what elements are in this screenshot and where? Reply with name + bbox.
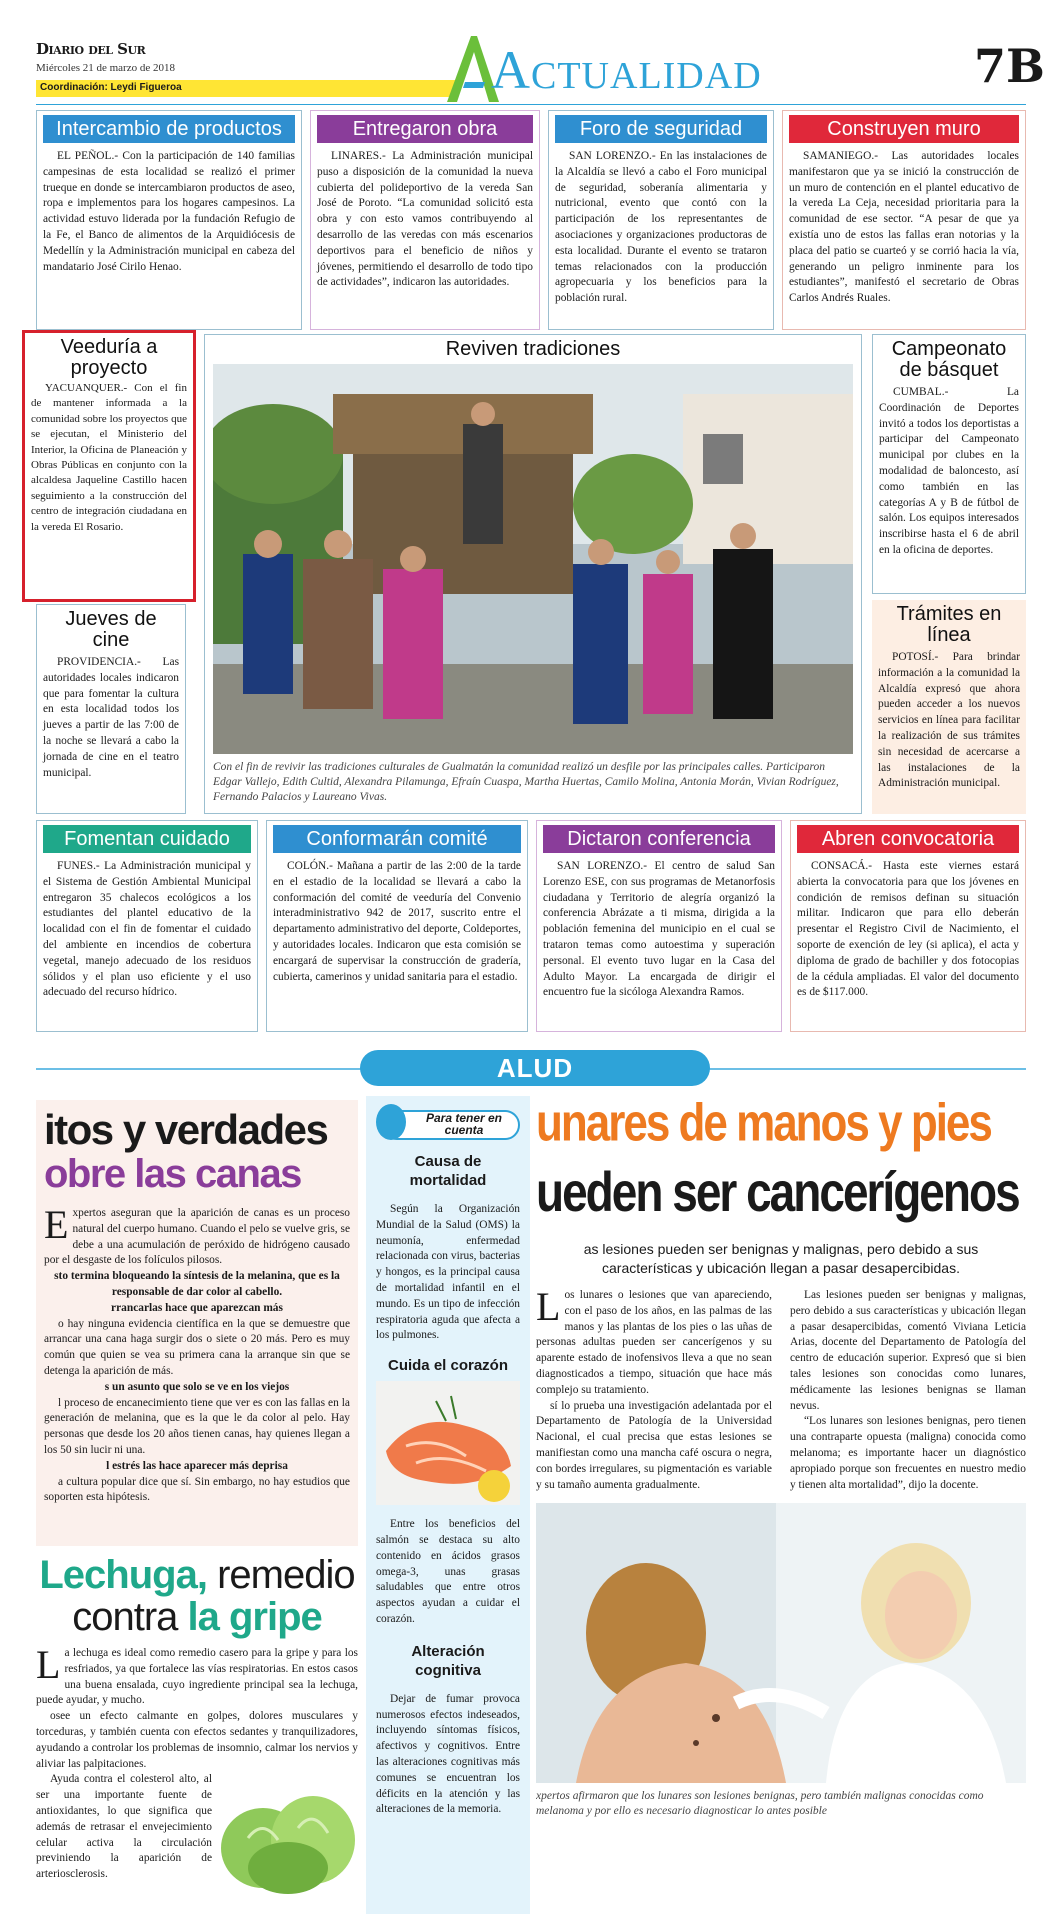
article-title: Entregaron obra — [317, 115, 533, 143]
article-campeonato — [872, 334, 1026, 594]
lechuga-title-green: la gripe — [187, 1595, 322, 1639]
mitos-paragraph: a cultura popular dice que sí. Sin embargo, no hay estudios que soporten esta hipótesis. — [44, 1475, 350, 1504]
article-intercambio — [36, 110, 302, 330]
article-body: FUNES.- La Administración municipal y el Sistema de Gestión Ambiental Municipal entregaron 35 chalecos ecológicos a los estudiantes del plantel educativo de la localidad con el fin de fomentar el cuidado del ambiente en incendios de cobertura vegetal, manejo adecuado de los residuos sólidos y el plan uso eficiente y el uso adecuado del recurso hídrico. — [43, 860, 251, 999]
article-abren — [790, 820, 1026, 1032]
lunares-lead: as lesiones pueden ser benignas y malignas, pero debido a sus características y ubicación llegan a pasar desapercibidas. — [583, 1241, 979, 1276]
article-body: SAN LORENZO.- El centro de salud San Lorenzo ESE, con sus programas de Metanorfosis ciudadana y Territorio de alegría organizó la conferencia Abrázate a ti misma, dirigida a la población femenina del municipio en el cual se trataron temas como autoestima y superación personal. El evento tuvo lugar en la Casa del Adulto Mayor. La encargada de dirigir el encuentro fue la sicóloga Alexandra Ramos. — [543, 860, 775, 999]
lunares-intro-text: os lunares o lesiones que van apareciendo, con el paso de los años, en las palmas de las manos y las plantas de los pies o las uñas de personas adultas pueden ser cancerígenos y su aparente estado de inofensivos lleva a que no sean diagnosticados a tiempo, situación que hace más complejo su tratamiento. — [536, 1289, 772, 1396]
sidebar-paragraph: Dejar de fumar provoca numerosos efectos indeseados, incluyendo síntomas físicos, afectivos y cognitivos. Entre las alteraciones cognitivas más comunes se encuentran los déficits en la atención y las alteraciones de la memoria. — [376, 1692, 520, 1816]
article-title: Intercambio de productos — [43, 115, 295, 143]
salud-banner: ALUD — [360, 1050, 710, 1086]
mitos-subhead: l estrés las hace aparecer más deprisa — [106, 1459, 288, 1472]
article-dictaron — [536, 820, 782, 1032]
lunares-title-line2: ueden ser cancerígenos — [536, 1160, 1019, 1223]
article-entregaron — [310, 110, 540, 330]
mitos-subhead: rrancarlas hace que aparezcan más — [111, 1301, 283, 1314]
article-title: Dictaron conferencia — [543, 825, 775, 853]
masthead-rule — [36, 104, 1026, 105]
badge-text: Para tener en cuenta — [425, 1111, 503, 1137]
article-jueves — [36, 604, 186, 814]
lunares-column-1 — [536, 1284, 772, 1493]
article-body: CONSACÁ.- Hasta este viernes estará abierta la convocatoria para que los jóvenes en condición de remisos definan su situación militar. Indicaron que para ello deberán presentar el Registro Civil de Nacimiento, el soporte de exención de ley (si aplica), el acta y diploma de grado de bachiller y dos fotocopias de la cédula ampliadas. El valor del documento es de $117.000. — [797, 860, 1019, 999]
photo-caption: Con el fin de revivir las tradiciones culturales de Gualmatán la comunidad realizó un desfile por las principales calles. Participaron Edgar Vallejo, Edith Cultid, Alexandra Pilamunga, Efraín Cuaspa, Martha Huertas, Camilo Molina, Antonia Morán, Vivian Rodríguez, Fernando Palacios y Laureano Vivas. — [213, 761, 839, 803]
balloon-icon — [376, 1104, 406, 1140]
lettuce-photo — [218, 1778, 358, 1896]
mitos-title-line2: obre las canas — [44, 1152, 301, 1196]
mitos-intro — [44, 1202, 350, 1269]
lunares-columns — [536, 1284, 1026, 1493]
article-fomentan — [36, 820, 258, 1032]
lechuga-intro-text: a lechuga es ideal como remedio casero para la gripe y para los resfriados, ya que fortalece las vías respiratorias. En estos casos una buena ensalada, cuyo ingrediente principal sea la lechuga, puede ayudar, y mucho. — [36, 1647, 358, 1707]
article-body: COLÓN.- Mañana a partir de las 2:00 de la tarde en el estadio de la localidad se llevará a cabo la conformación del comité de veeduría del Convenio interadministrativo 942 de 2017, suscrito entre el departamento administrativo del deporte, Coldeportes, y autoridades locales. Indicaron que esta comisión se encargará de supervisar la construcción de gradería, cubierta, camerinos y unidad sanitaria para el estadio. — [273, 860, 521, 983]
article-lechuga — [36, 1554, 358, 1914]
article-body: EL PEÑOL.- Con la participación de 140 familias campesinas de esta localidad se realizó el primer trueque en donde se intercambiaron productos de aseo, ropa e implementos para los hogares campesinos. La actividad estuvo liderada por la fundación Refugio de la Fe, el Banco de alimentos de la Arquidiócesis de Medellín y la Administración municipal en cabeza del mandatario José Cirilo Henao. — [43, 150, 295, 273]
article-title: Campeonato de básquet — [891, 338, 1007, 381]
lechuga-intro — [36, 1642, 358, 1709]
lunares-title-line1: unares de manos y pies — [536, 1093, 991, 1153]
lunares-intro — [536, 1284, 772, 1399]
drop-cap: L — [536, 1284, 561, 1329]
sidebar-para-tener — [366, 1096, 530, 1914]
sidebar-paragraph: Entre los beneficios del salmón se destaca su alto contenido en ácidos grasos omega-3, unas grasas saludables que entre otros aspectos ayudan a cuidar el corazón. — [376, 1518, 520, 1625]
mitos-subhead: sto termina bloqueando la síntesis de la melanina, que es la responsable de dar color al cabello. — [54, 1270, 340, 1298]
article-tramites — [872, 600, 1026, 814]
section-title: Actualidad — [491, 40, 762, 100]
article-title: Veeduría a proyecto — [60, 336, 158, 379]
article-body: SAN LORENZO.- En las instalaciones de la Alcaldía se llevó a cabo el Foro municipal de seguridad, soberanía alimentaria y nutricional, evento que contó con la participación de los representantes de asociaciones y organizaciones productoras de esta localidad. Durante el evento se trataron temas relacionados con la producción agropecuaria y los beneficios para la población rural. — [555, 150, 767, 305]
badge — [376, 1104, 520, 1144]
article-title: Reviven tradiciones — [445, 338, 621, 360]
doctor-photo — [536, 1503, 1026, 1783]
lechuga-title-line1 — [36, 1554, 358, 1596]
salmon-photo — [376, 1381, 520, 1505]
article-title: Conformarán comité — [273, 825, 521, 853]
parade-photo — [213, 364, 853, 754]
article-conformaran — [266, 820, 528, 1032]
drop-cap: E — [44, 1202, 69, 1247]
drop-cap: L — [36, 1642, 61, 1687]
masthead — [36, 36, 1045, 106]
article-body: SAMANIEGO.- Las autoridades locales manifestaron que ya se inició la construcción de un muro de contención en el plantel educativo de la vereda La Ceja, necesidad prioritaria para la comunidad de ese sector. “A pesar de que ya existía uno de estos las fallas eran notorias y la placa del patio se cuarteó y se corrió hacia la vía, generando un peligro inminente para los estudiantes”, manifestó el secretario de Obras Carlos Andrés Ruales. — [789, 150, 1019, 305]
article-title: Jueves de cine — [65, 608, 157, 651]
lechuga-paragraph-3-text: Ayuda contra el colesterol alto, al ser una importante fuente de antioxidantes, lo que significa que además de retrasar el envejecimiento celular activa la circulación previniendo la aparición de arteriosclerosis. — [36, 1773, 212, 1881]
article-body: PROVIDENCIA.- Las autoridades locales indicaron que para fomentar la cultura en esta localidad todos los jueves a partir de las 7:00 de la noche se llevará a cabo la jornada de cine en el teatro municipal. — [43, 656, 179, 779]
mitos-title-line1: itos y verdades — [44, 1106, 328, 1153]
paper-name: Diario del Sur — [36, 40, 146, 58]
article-veeduria — [22, 330, 196, 602]
article-reviven — [204, 334, 862, 814]
lechuga-paragraph-3 — [36, 1772, 358, 1883]
lunares-column-2 — [790, 1288, 1026, 1493]
mitos-paragraph: l proceso de encanecimiento tiene que ver es con las fallas en la generación de melanina, que es la que le da color al pelo. Hay personas que desde los 20 años tienen canas, hay quienes llegan a los 50 sin lucir ni una. — [44, 1396, 350, 1456]
lechuga-title-line2 — [36, 1596, 358, 1638]
sidebar-paragraph: Según la Organización Mundial de la Salud (OMS) la neumonía, enfermedad relacionada con virus, bacterias y hongos, es la principal causa de mortalidad infantil en el mundo. Es un tipo de infección respiratoria aguda que afecta a los pulmones. — [376, 1203, 520, 1342]
article-body: POTOSÍ.- Para brindar información a la comunidad la Alcaldía expresó que ahora pueden acceder a los nuevos servicios en línea para facilitar la realización de sus trámites sin necesidad de acercarse a las instalaciones de la Administración municipal. — [878, 651, 1020, 790]
article-lunares — [536, 1090, 1026, 1920]
page-number: 7B — [974, 39, 1045, 93]
lechuga-title-black: remedio — [217, 1554, 355, 1597]
sidebar-heading: Causa de mortalidad — [409, 1153, 487, 1189]
article-title: Trámites en línea — [896, 603, 1002, 646]
article-body: YACUANQUER.- Con el fin de mantener informada a la comunidad sobre los proyectos que se ejecutan, el Ministerio del Interior, la Oficina de Planeación y Obras Públicas en conjunto con la alcaldesa Jaqueline Castillo hacen seguimiento a la construcción del centro de integración ciudadana en la vereda El Rosario. — [31, 382, 187, 533]
lunares-paragraph: Las lesiones pueden ser benignas y malignas, pero debido a sus características y ubicación llegan a pasar desapercibidas, comentó Viviana Leticia Arias, docente del Departamento de Patología del centro de educación superior. Expresó que si bien tales lesiones son conocidas como lunares, médicamente las lesiones benignas se llaman nevus. — [790, 1289, 1026, 1412]
article-title: Foro de seguridad — [555, 115, 767, 143]
mitos-intro-text: xpertos aseguran que la aparición de canas es un proceso natural del cuerpo humano. Cuando el pelo se vuelve gris, se debe a una acumulación de peróxido de hidrógeno causado por el desgaste de los folículos pilosos. — [44, 1207, 350, 1267]
lunares-paragraph: “Los lunares son lesiones benignas, pero tienen una contraparte opuesta (maligna) conocida como melanoma; es importante hacer un diagnóstico apropiado porque son frecuentes en nuestro medio y tienen alta mortalidad”, dijo la docente. — [790, 1415, 1026, 1491]
coordination-text: Coordinación: Leydi Figueroa — [40, 82, 182, 93]
article-foro — [548, 110, 774, 330]
article-construyen — [782, 110, 1026, 330]
article-title: Abren convocatoria — [797, 825, 1019, 853]
article-title: Construyen muro — [789, 115, 1019, 143]
lechuga-paragraph: osee un efecto calmante en golpes, dolores musculares y torceduras, y también cuenta con efectos sedantes y tranquilizadores, ayudando a controlar los problemas de insomnio, calmar los nervios y aliviar las palpitaciones. — [36, 1710, 358, 1770]
photo-caption: xpertos afirmaron que los lunares son lesiones benignas, pero también malignas conocidas como melanoma y por ello es necesario diagnosticar lo antes posible — [536, 1790, 984, 1818]
date-line: Miércoles 21 de marzo de 2018 — [36, 62, 175, 74]
lechuga-title-green: Lechuga, — [39, 1554, 207, 1597]
article-mitos — [36, 1100, 358, 1546]
mitos-paragraph: o hay ninguna evidencia científica en la que se demuestre que arrancar una cana haga surgir dos o siete o 20 más. Pero es muy común que quien se vea su primera cana la arranque sin que se detenga la aparición de más. — [44, 1317, 350, 1377]
article-title: Fomentan cuidado — [43, 825, 251, 853]
lunares-paragraph: sí lo prueba una investigación adelantada por el Departamento de Patología de la Universidad Nacional, el cual precisa que estas lesiones se manifiestan como una mancha café oscura o negra, con bordes irregulares, su pigmentación es variable y su tamaño aumenta gradualmente. — [536, 1399, 772, 1491]
article-body: CUMBAL.- La Coordinación de Deportes invitó a todos los deportistas a participar del Campeonato municipal por clubes en la modalidad de baloncesto, así como también en las categorías A y B de fútbol de salón. Los equipos interesados inscribirse hasta el 6 de abril en la oficina de deportes. — [879, 386, 1019, 556]
article-body: LINARES.- La Administración municipal puso a disposición de la comunidad la nueva cubierta del polideportivo de la vereda San José de Poroto. “La comunidad solicitó esta obra y con esto vamos contribuyendo al desarrollo de las veredas con más escenarios deportivos para el beneficio de niños y jóvenes, permitiendo el desarrollo de todo tipo de actividades”, indicaron las autoridades. — [317, 150, 533, 289]
sidebar-heading: Cuida el corazón — [387, 1357, 509, 1375]
lechuga-title-black: contra — [72, 1595, 178, 1639]
sidebar-heading: Alteración cognitiva — [411, 1642, 485, 1679]
mitos-subhead: s un asunto que solo se ve en los viejos — [104, 1380, 290, 1393]
